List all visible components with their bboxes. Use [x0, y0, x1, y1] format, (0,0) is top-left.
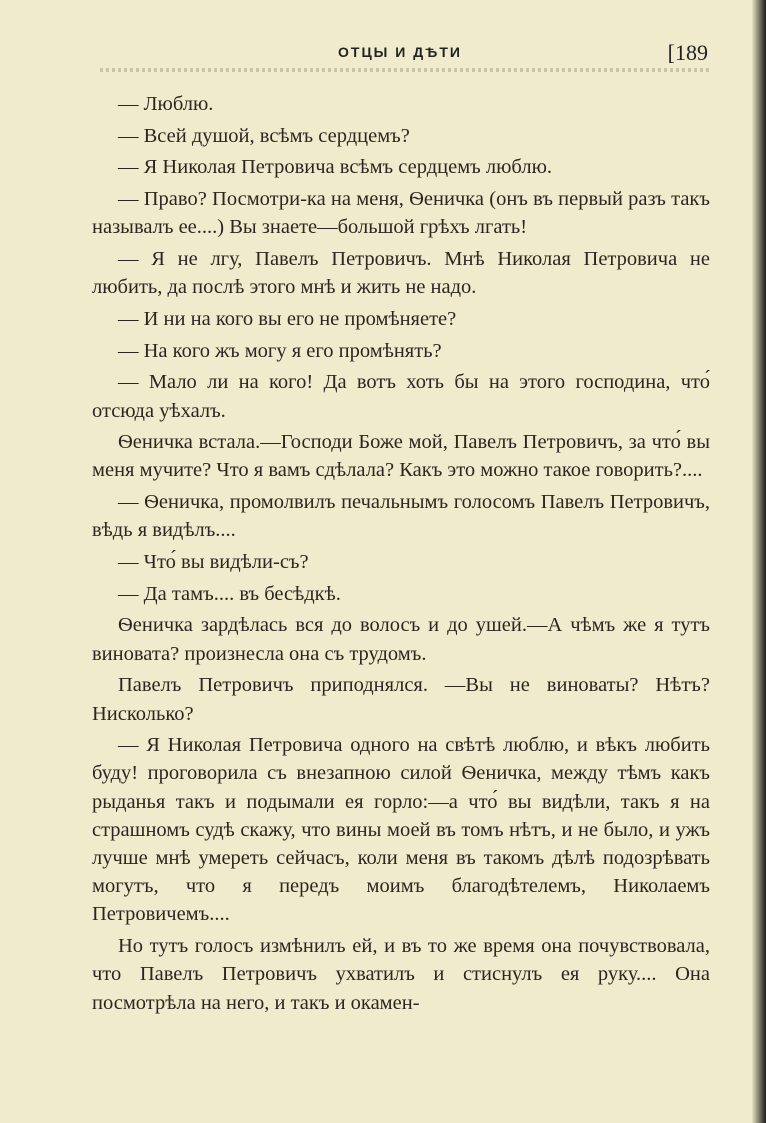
paragraph: Ѳеничка встала.—Господи Боже мой, Павелъ Петровичъ, за что́ вы меня мучите? Что я вамъ сдѣлала? Какъ это можно такое говорить?.... — [92, 431, 710, 482]
paragraph: Ѳеничка зардѣлась вся до волосъ и до ушей.—А чѣмъ же я тутъ виновата? произнесла она съ трудомъ. — [92, 614, 710, 665]
paragraph: — Ѳеничка, промолвилъ печальнымъ голосомъ Павелъ Петровичъ, вѣдь я видѣлъ.... — [92, 491, 710, 542]
page-edge-shadow — [752, 0, 766, 1123]
paragraph: — Да тамъ.... въ бесѣдкѣ. — [118, 582, 341, 605]
paragraph: — И ни на кого вы его не промѣняете? — [118, 307, 457, 330]
paragraph: — Всей душой, всѣмъ сердцемъ? — [118, 124, 410, 147]
paragraph: Но тутъ голосъ измѣнилъ ей, и въ то же время она почувствовала, что Павелъ Петровичъ ухватилъ и стиснулъ ея руку.... Она посмотрѣла на него, и такъ и окамен- — [92, 935, 710, 1014]
page-header — [92, 40, 708, 70]
paragraph: — Я Николая Петровича всѣмъ сердцемъ люблю. — [118, 156, 553, 179]
page-number: [189 — [667, 40, 708, 65]
body-text — [92, 90, 710, 1020]
paragraph: — Мало ли на кого! Да вотъ хоть бы на этого господина, что́ отсюда уѣхалъ. — [92, 371, 710, 422]
paragraph: — Право? Посмотри-ка на меня, Ѳеничка (онъ въ первый разъ такъ называлъ ее....) Вы знаете—большой грѣхъ лгать! — [92, 188, 710, 239]
paragraph: — Люблю. — [118, 93, 214, 115]
paragraph: Павелъ Петровичъ приподнялся. —Вы не виноваты? Нѣтъ? Нисколько? — [92, 674, 710, 725]
paragraph: — Я Николая Петровича одного на свѣтѣ люблю, и вѣкъ любить буду! проговорила съ внезапною силой Ѳеничка, между тѣмъ какъ рыданья такъ и подымали ея горло:—а что́ вы видѣли, такъ я на страшномъ судѣ скажу, что вины моей въ томъ нѣтъ, и не было, и ужъ лучше мнѣ умереть сейчасъ, коли меня въ такомъ дѣлѣ подозрѣвать могутъ, что я передъ моимъ благодѣтелемъ, Николаемъ Петровичемъ.... — [92, 734, 710, 926]
running-title: ОТЦЫ И ДѢТИ — [338, 44, 462, 60]
paragraph: — На кого жъ могу я его промѣнять? — [118, 339, 442, 362]
paragraph: — Что́ вы видѣли-съ? — [118, 551, 309, 574]
header-divider — [100, 68, 710, 72]
paragraph: — Я не лгу, Павелъ Петровичъ. Мнѣ Николая Петровича не любить, да послѣ этого мнѣ и жить не надо. — [92, 248, 710, 299]
